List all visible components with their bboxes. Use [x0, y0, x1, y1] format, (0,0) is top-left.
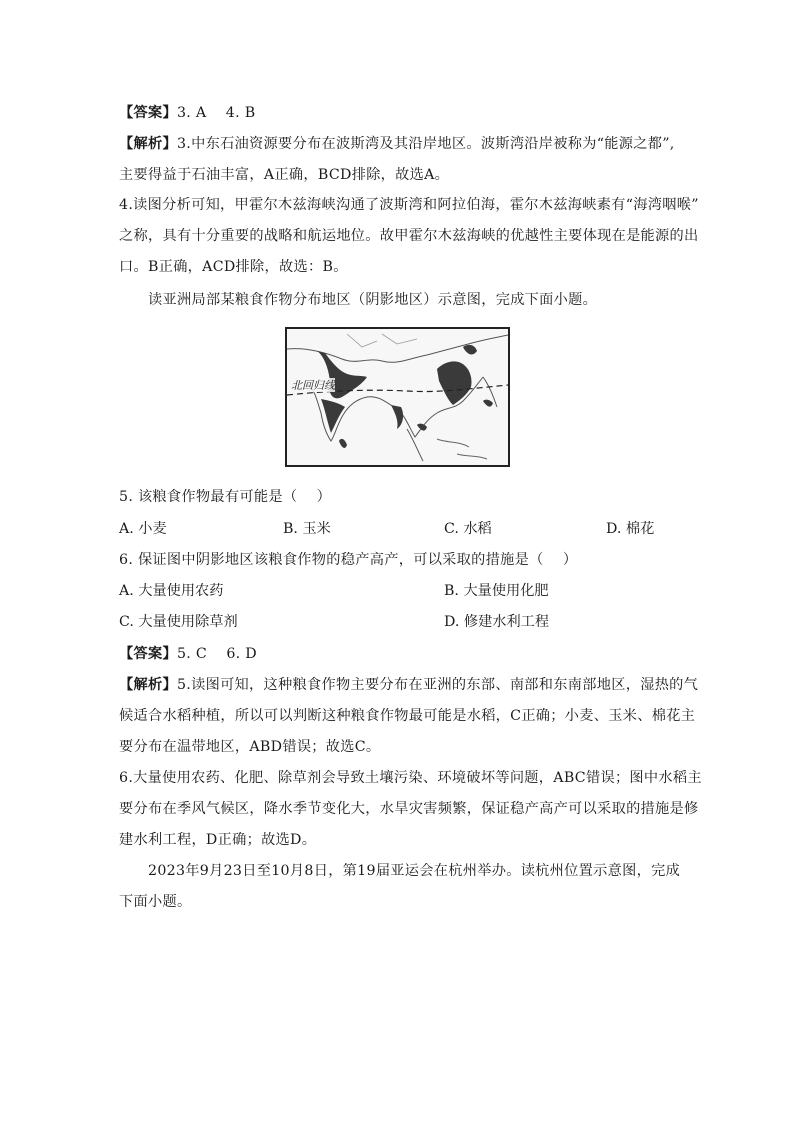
analysis-6-line3: 建水利工程，D正确；故选D。 — [119, 832, 317, 848]
answer-text: 3. A 4. B — [176, 105, 256, 121]
analysis-4-line3: 口。B正确，ACD排除，故选：B。 — [119, 259, 348, 275]
intro-question-next-line2: 下面小题。 — [119, 894, 192, 910]
analysis-4-line2: 之称，具有十分重要的战略和航运地位。故甲霍尔木兹海峡的优越性主要体现在是能源的出 — [119, 228, 699, 244]
q5-option-b: B. 玉米 — [283, 521, 331, 537]
asia-crop-distribution-map — [285, 327, 510, 467]
q6-option-c: C. 大量使用除草剂 — [119, 614, 238, 630]
shaded-region-mainland-sea — [391, 405, 403, 429]
tropic-of-cancer-label: 北回归线 — [291, 379, 335, 392]
q6-option-a: A. 大量使用农药 — [119, 583, 224, 599]
analysis-4-line1: 4.读图分析可知，甲霍尔木兹海峡沟通了波斯湾和阿拉伯海，霍尔木兹海峡素有“海湾咽喉” — [119, 197, 699, 213]
shaded-region-indochina — [417, 424, 427, 431]
peninsula-outline — [407, 429, 423, 461]
shaded-region-northeast — [463, 345, 477, 355]
analysis-5-line3: 要分布在温带地区，ABD错误；故选C。 — [119, 739, 381, 755]
shaded-region-east-china — [437, 361, 472, 405]
map-graphic — [287, 329, 508, 465]
analysis-3-line1 — [119, 134, 675, 154]
q6-option-d: D. 修建水利工程 — [444, 614, 550, 630]
answer-label: 【答案】 — [119, 646, 177, 662]
q5-option-c: C. 水稻 — [444, 521, 492, 537]
answer-3-4 — [119, 103, 255, 123]
shaded-region-taiwan — [483, 400, 493, 407]
intro-question-next-line1: 2023年9月23日至10月8日，第19届亚运会在杭州举办。读杭州位置示意图，完成 — [148, 863, 681, 879]
analysis-label: 【解析】 — [119, 136, 177, 152]
analysis-3-line2: 主要得益于石油丰富，A正确，BCD排除，故选A。 — [119, 167, 450, 183]
answer-5-6 — [119, 644, 257, 664]
intro-question-5-6: 读亚洲局部某粮食作物分布地区（阴影地区）示意图，完成下面小题。 — [148, 292, 598, 308]
question-6-stem: 6. 保证图中阴影地区该粮食作物的稳产高产，可以采取的措施是（ ） — [119, 552, 578, 568]
shaded-region-sri-lanka — [339, 439, 347, 448]
analysis-6-line2: 要分布在季风气候区，降水季节变化大，水旱灾害频繁，保证稳产高产可以采取的措施是修 — [119, 801, 699, 817]
q6-option-b: B. 大量使用化肥 — [444, 583, 549, 599]
answer-label: 【答案】 — [119, 105, 177, 121]
islands — [437, 439, 487, 459]
borders — [347, 334, 417, 347]
analysis-5-line2: 候适合水稻种植，所以可以判断这种粮食作物最可能是水稻，C正确；小麦、玉米、棉花主 — [119, 708, 696, 724]
analysis-6-line1: 6.大量使用农药、化肥、除草剂会导致土壤污染、环境破坏等问题，ABC错误；图中水稻主 — [119, 770, 702, 786]
analysis-text: 3.中东石油资源要分布在波斯湾及其沿岸地区。波斯湾沿岸被称为“能源之都”, — [176, 136, 675, 152]
answer-text: 5. C 6. D — [176, 646, 257, 662]
analysis-text: 5.读图可知，这种粮食作物主要分布在亚洲的东部、南部和东南部地区，湿热的气 — [176, 677, 699, 693]
question-5-stem: 5. 该粮食作物最有可能是（ ） — [119, 489, 332, 505]
q5-option-a: A. 小麦 — [119, 521, 167, 537]
analysis-label: 【解析】 — [119, 677, 177, 693]
q5-option-d: D. 棉花 — [606, 521, 655, 537]
analysis-5-line1 — [119, 675, 698, 695]
